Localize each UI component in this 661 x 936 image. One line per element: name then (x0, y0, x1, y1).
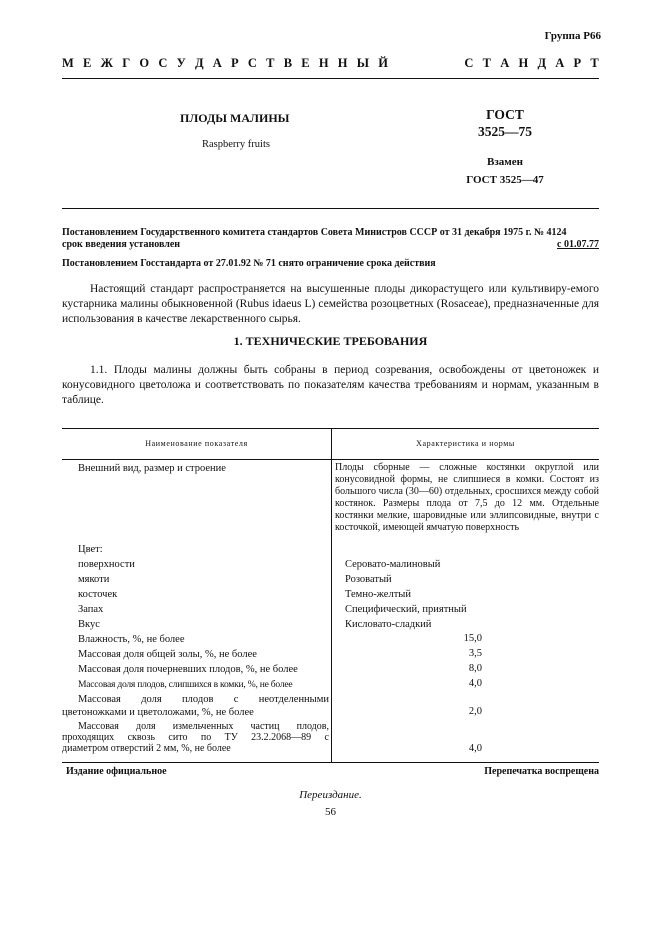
row-smell-label: Запах (78, 604, 104, 615)
official-edition: Издание официальное (66, 766, 167, 777)
replaces-gost: ГОСТ 3525—47 (466, 174, 544, 186)
decree-block (62, 227, 599, 251)
row-ash-value: 3,5 (468, 648, 482, 659)
row-appearance-label: Внешний вид, размер и строение (78, 463, 226, 474)
clause-1-1: 1.1. Плоды малины должны быть собраны в период созревания, освобождены от цветоножек и конусовидного цветоложа и соответствовать по показателям качества требованиям и нормам, указанным в таблице. (62, 364, 599, 406)
table-header-norms: Характеристика и нормы (416, 439, 515, 448)
gost-label: ГОСТ (486, 107, 524, 122)
header-rule (62, 78, 599, 79)
row-appearance-value: Плоды сборные — сложные костянки округлой или конусовидной формы, не слипшиеся в комки. Состоят из большого числа (30—60) отдельных, сросшихся между собой костянок. Размеры плода от 7,5 до 12 мм. Отдельные костянки мелкие, шаровидные или эллипсовидные, внутри с косточкой, имеющей ямчатую поверхность (335, 462, 599, 533)
row-moisture-value: 15,0 (463, 633, 482, 644)
header-letter: С (464, 56, 474, 70)
header-letter: Н (318, 56, 329, 70)
table-column-divider (331, 428, 332, 762)
row-dark-value: 8,0 (468, 663, 482, 674)
header-letter: Г (122, 56, 131, 70)
header-letter: Е (83, 56, 92, 70)
header-letter: М (62, 56, 74, 70)
decree-2: Постановлением Госстандарта от 27.01.92 № 71 снято ограничение срока действия (62, 258, 436, 269)
row-crushed-label-line3: диаметром отверстий 2 мм, %, не более (62, 743, 231, 754)
reissue-note: Переиздание. (299, 789, 362, 801)
header-letter: Е (301, 56, 310, 70)
row-stems-label-line2: цветоножками и цветоложами, %, не более (62, 707, 254, 718)
row-moisture-label: Влажность, %, не более (78, 634, 185, 645)
decree-effective-date: с 01.07.77 (557, 239, 599, 250)
row-pulp-label: мякоти (78, 574, 110, 585)
row-crushed-value: 4,0 (468, 743, 482, 754)
header-letter: Т (590, 56, 599, 70)
header-letter: А (555, 56, 565, 70)
header-letter: О (139, 56, 150, 70)
header-letter: Д (194, 56, 204, 70)
table-header-indicator: Наименование показателя (145, 439, 248, 448)
row-color-label: Цвет: (78, 544, 103, 555)
header-letter: Р (231, 56, 239, 70)
gost-code: 3525—75 (478, 124, 532, 139)
row-taste-label: Вкус (78, 619, 100, 630)
header-letter: Н (337, 56, 348, 70)
header-letter: Т (266, 56, 275, 70)
row-stuck-value: 4,0 (468, 678, 482, 689)
document-subtitle: Raspberry fruits (202, 139, 270, 150)
row-stuck-label: Массовая доля плодов, слипшихся в комки, %, не более (78, 679, 293, 690)
document-title: ПЛОДЫ МАЛИНЫ (180, 111, 290, 125)
row-smell-value: Специфический, приятный (345, 604, 467, 615)
row-surface-label: поверхности (78, 559, 135, 570)
header-letter: Н (518, 56, 529, 70)
title-rule (62, 208, 599, 209)
row-dark-label: Массовая доля почерневших плодов, %, не более (78, 664, 298, 675)
row-crushed-label-line2: проходящих сквозь сито по ТУ 23.2.2068—89 с (62, 732, 329, 743)
row-stems-label-line1: Массовая доля плодов с неотделенными (78, 694, 329, 705)
header-letter: Т (482, 56, 492, 70)
row-ash-label: Массовая доля общей золы, %, не более (78, 649, 257, 660)
row-crushed-label (62, 721, 329, 754)
decree-line-2-left: срок введения установлен (62, 239, 181, 250)
header-letter: У (176, 56, 186, 70)
intro-paragraph: Настоящий стандарт распространяется на высушенные плоды дикорастущего или культивиру-емого кустарника малины обыкновенной (Rubus idaeus L) семейства розоцветных (Rosaceae), предназначенные для использования в качестве лекарственного сырья. (62, 283, 599, 325)
row-pulp-value: Розоватый (345, 574, 392, 585)
header-letter: Ы (356, 56, 370, 70)
replaces-label: Взамен (487, 156, 523, 168)
header-letter: Д (537, 56, 547, 70)
header-letter: А (500, 56, 510, 70)
decree-line-1: Постановлением Государственного комитета стандартов Совета Министров СССР от 31 декабря 1975 г. № 4124 (62, 227, 567, 238)
row-stems-label (62, 693, 329, 719)
row-seeds-label: косточек (78, 589, 118, 600)
standard-header (62, 56, 599, 72)
header-letter: Й (378, 56, 388, 70)
header-letter: Р (573, 56, 582, 70)
page-number: 56 (325, 806, 336, 818)
group-code: Группа Р66 (544, 30, 601, 42)
header-letter: Ж (100, 56, 113, 70)
section-title: 1. ТЕХНИЧЕСКИЕ ТРЕБОВАНИЯ (233, 334, 428, 348)
gost-number (470, 106, 540, 140)
header-letter: А (212, 56, 222, 70)
reprint-prohibited: Перепечатка воспрещена (484, 766, 599, 777)
header-letter: В (283, 56, 293, 70)
row-stems-value: 2,0 (468, 706, 482, 717)
row-taste-value: Кисловато-сладкий (345, 619, 432, 630)
header-letter: С (158, 56, 168, 70)
row-seeds-value: Темно-желтый (345, 589, 411, 600)
header-letter: С (247, 56, 257, 70)
table-bottom-rule (62, 762, 599, 763)
row-surface-value: Серовато-малиновый (345, 559, 441, 570)
row-crushed-label-line1: Массовая доля измельченных частиц плодов, (78, 721, 329, 732)
